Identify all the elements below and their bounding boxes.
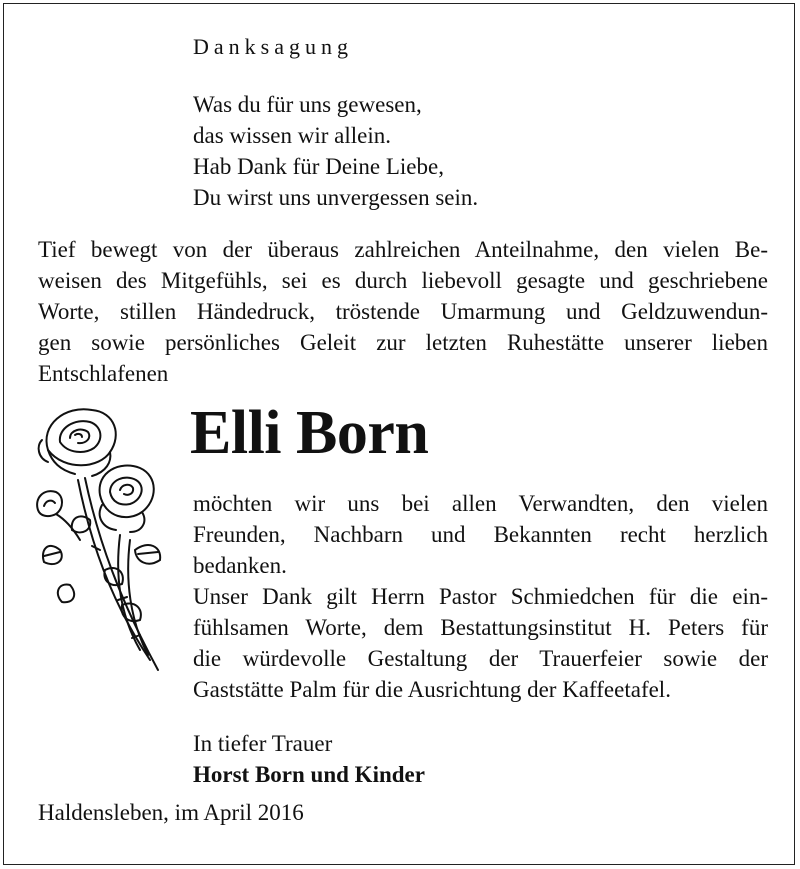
thanks-line: Unser Dank gilt Herrn Pastor Schmiedchen für die ein- xyxy=(193,584,768,609)
intro-line: Worte, stillen Händedruck, tröstende Umarmung und Geldzuwendun- xyxy=(38,299,768,324)
poem-line: Was du für uns gewesen, xyxy=(193,92,422,117)
thanks-line: fühlsamen Worte, dem Bestattungsinstitut H. Peters für xyxy=(193,615,768,640)
notice-heading: Danksagung xyxy=(193,34,353,59)
thanks-line: Freunden, Nachbarn und Bekannten recht herzlich xyxy=(193,522,768,547)
poem-line: das wissen wir allein. xyxy=(193,123,392,148)
closing-block xyxy=(193,728,425,790)
poem-line: Hab Dank für Deine Liebe, xyxy=(193,154,444,179)
deceased-name: Elli Born xyxy=(190,399,429,467)
intro-line: gen sowie persönliches Geleit zur letzten Ruhestätte unserer lieben xyxy=(38,330,768,355)
poem-line: Du wirst uns unvergessen sein. xyxy=(193,185,479,210)
thanks-line: die würdevolle Gestaltung der Trauerfeier sowie der xyxy=(193,646,768,671)
intro-paragraph xyxy=(38,234,768,389)
intro-line: weisen des Mitgefühls, sei es durch liebevoll gesagte und geschriebene xyxy=(38,268,768,293)
signers: Horst Born und Kinder xyxy=(193,762,425,787)
place-date: Haldensleben, im April 2016 xyxy=(38,800,304,825)
intro-line: Entschlafenen xyxy=(38,361,169,386)
thanks-line: möchten wir uns bei allen Verwandten, den vielen xyxy=(193,491,768,516)
closing-phrase: In tiefer Trauer xyxy=(193,731,333,756)
thanks-paragraph xyxy=(193,488,768,705)
rose-illustration-icon xyxy=(30,400,180,690)
intro-line: Tief bewegt von der überaus zahlreichen Anteilnahme, den vielen Be- xyxy=(38,237,768,262)
thanks-line: bedanken. xyxy=(193,553,287,578)
poem xyxy=(193,89,478,213)
thanks-line: Gaststätte Palm für die Ausrichtung der Kaffeetafel. xyxy=(193,677,671,702)
